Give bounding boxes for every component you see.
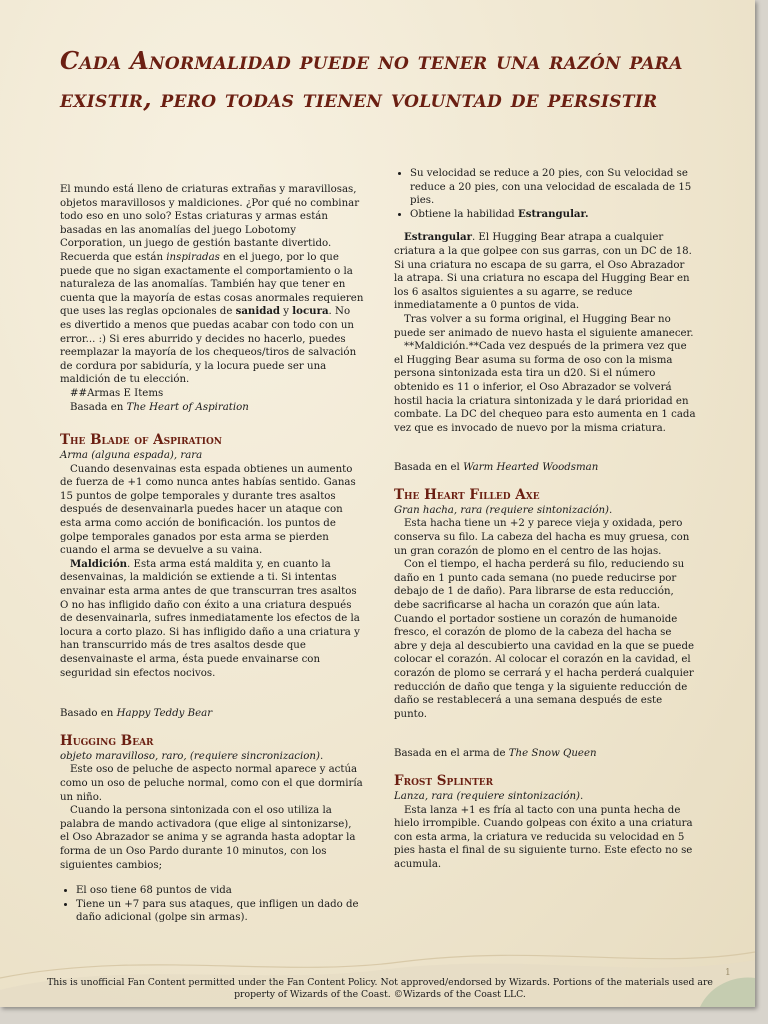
bear-changes-bullets [394, 167, 696, 221]
axe-subtitle: Gran hacha, rara (requiere sintonización). [394, 504, 613, 516]
axe-paragraph-2: Con el tiempo, el hacha perderá su filo, reduciendo su daño en 1 punto cada semana (no puede reducirse por debajo de 1 de daño). Para librarse de esta reducción, debe sacrificarse al hacha un corazón que aún lata. Cuando el portador sostiene un corazón de humanoide fresco, el corazón de plomo de la cabeza del hacha se abre y deja al descubierto una cavidad en la que se puede colocar el corazón. Al colocar el corazón en la cavidad, el corazón de plomo se cerrará y el hacha perderá cualquier reducción de daño que tenga y la siguiente reducción de daño se restablecerá a una semana después de este punto. [394, 559, 694, 720]
basada-aspiration: Basada en The Heart of Aspiration [70, 401, 249, 413]
blade-paragraph-2: Maldición. Esta arma está maldita y, en cuanto la desenvainas, la maldición se extiende a ti. Si intentas envainar esta arma antes de que transcurran tres asaltos O no has infligido daño con éxito a una criatura después de desenvainarla, sufres inmediatamente los efectos de la locura a corto plazo. Si has infligido daño a una criatura y han transcurrido más de tres asaltos desde que desenvainaste el arma, ésta puede envainarse con seguridad sin efectos nocivos. [60, 557, 360, 679]
intro-paragraph: El mundo está lleno de criaturas extrañas y maravillosas, objetos maravillosos y maldiciones. ¿Por qué no combinar todo eso en uno solo? Estas criaturas y armas están basadas en las anomalías del juego Lobotomy Corporation, un juego de gestión bastante divertido. Recuerda que están inspiradas en el juego, por lo que puede que no sigan exactamente el comportamiento o la naturaleza de las anomalías. También hay que tener en cuenta que la mayoría de estas cosas anormales requieren que uses las reglas opcionales de sanidad y locura. No es divertido a menos que puedas acabar con todo con un error... :) Si eres aburrido y decides no hacerlo, puedes reemplazar la mayoría de los chequeos/tiros de salvación de cordura por sabiduría, y la locura puede ser una maldición de tu elección. [60, 184, 364, 386]
page-title: Cada Anormalidad puede no tener una razón para existir, pero todas tienen voluntad de persistir [60, 46, 683, 113]
basada-snow: Basada en el arma de The Snow Queen [394, 748, 597, 760]
blade-title: The Blade of Aspiration [60, 432, 223, 449]
blade-subtitle: Arma (alguna espada), rara [60, 450, 203, 462]
basada-warm: Basada en el Warm Hearted Woodsman [394, 462, 599, 474]
right-column [394, 167, 696, 872]
footer-legal: This is unofficial Fan Content permitted under the Fan Content Policy. Not approved/endorsed by Wizards. Portions of the materials used are property of Wizards of the Coast. ©Wizards of the Coast LLC. [47, 977, 713, 1000]
list-item: • Obtiene la habilidad Estrangular. [410, 208, 696, 222]
axe-paragraph-1: Esta hacha tiene un +2 y parece vieja y oxidada, pero conserva su filo. La cabeza del hacha es muy gruesa, con un gran corazón de plomo en el centro de las hojas. [394, 518, 690, 557]
estrangular-paragraph: Estrangular. El Hugging Bear atrapa a cualquier criatura a la que golpee con sus garras, con un DC de 18. Si una criatura no escapa de su garra, el Oso Abrazador la atrapa. Si una criatura no escapa del Hugging Bear en los 6 asaltos siguientes a su agarre, se reduce inmediatamente a 0 puntos de vida. [394, 231, 692, 312]
blade-paragraph-1: Cuando desenvainas esta espada obtienes un aumento de fuerza de +1 como nunca antes habías sentido. Ganas 15 puntos de golpe temporales y durante tres asaltos después de desenvainarla puedes hacer un ataque con esta arma como acción de bonificación. los puntos de golpe temporales ganados por esta arma se pierden cuando el arma se devuelve a su vaina. [60, 463, 356, 557]
list-item: • El oso tiene 68 puntos de vida [76, 884, 364, 898]
list-item: • Tiene un +7 para sus ataques, que infligen un dado de daño adicional (golpe sin armas). [76, 898, 364, 925]
axe-title: The Heart Filled Axe [394, 486, 540, 503]
hugging-bear-paragraph-1: Este oso de peluche de aspecto normal aparece y actúa como un oso de peluche normal, como con el que dormiría un niño. [60, 764, 363, 803]
frost-paragraph-1: Esta lanza +1 es fría al tacto con una punta hecha de hielo irrompible. Cuando golpeas con éxito a una criatura con esta arma, la criatura ve reducida su velocidad en 5 pies hasta el final de su siguiente turno. Este efecto no se acumula. [394, 804, 693, 870]
left-column [60, 183, 364, 925]
maldicion-paragraph: **Maldición.**Cada vez después de la primera vez que el Hugging Bear asuma su forma de oso con la misma persona sintonizada esta tira un d20. Si el número obtenido es 11 o inferior, el Oso Abrazador se volverá hostil hacia la criatura sintonizada y le dará prioridad en combate. La DC del chequeo para esto aumenta en 1 cada vez que es invocado de nuevo por la misma criatura. [394, 341, 696, 434]
hugging-bear-subtitle: objeto maravilloso, raro, (requiere sincronizacion). [60, 750, 324, 762]
frost-title: Frost Splinter [394, 772, 494, 789]
page-number: 1 [725, 968, 731, 978]
hugging-bear-bullets [60, 884, 364, 925]
list-item: • Su velocidad se reduce a 20 pies, con Su velocidad se reduce a 20 pies, con una velocidad de escalada de 15 pies. [410, 167, 696, 208]
tras-paragraph: Tras volver a su forma original, el Hugging Bear no puede ser animado de nuevo hasta el siguiente amanecer. [394, 313, 694, 339]
hugging-bear-title: Hugging Bear [60, 732, 154, 749]
armas-heading-text: ##Armas E Items [70, 387, 164, 399]
basado-teddy: Basado en Happy Teddy Bear [60, 708, 213, 720]
frost-subtitle: Lanza, rara (requiere sintonización). [394, 790, 584, 802]
hugging-bear-paragraph-2: Cuando la persona sintonizada con el oso utiliza la palabra de mando activadora (que elige al sintonizarse), el Oso Abrazador se anima y se agranda hasta adoptar la forma de un Oso Pardo durante 10 minutos, con los siguientes cambios; [60, 805, 356, 871]
